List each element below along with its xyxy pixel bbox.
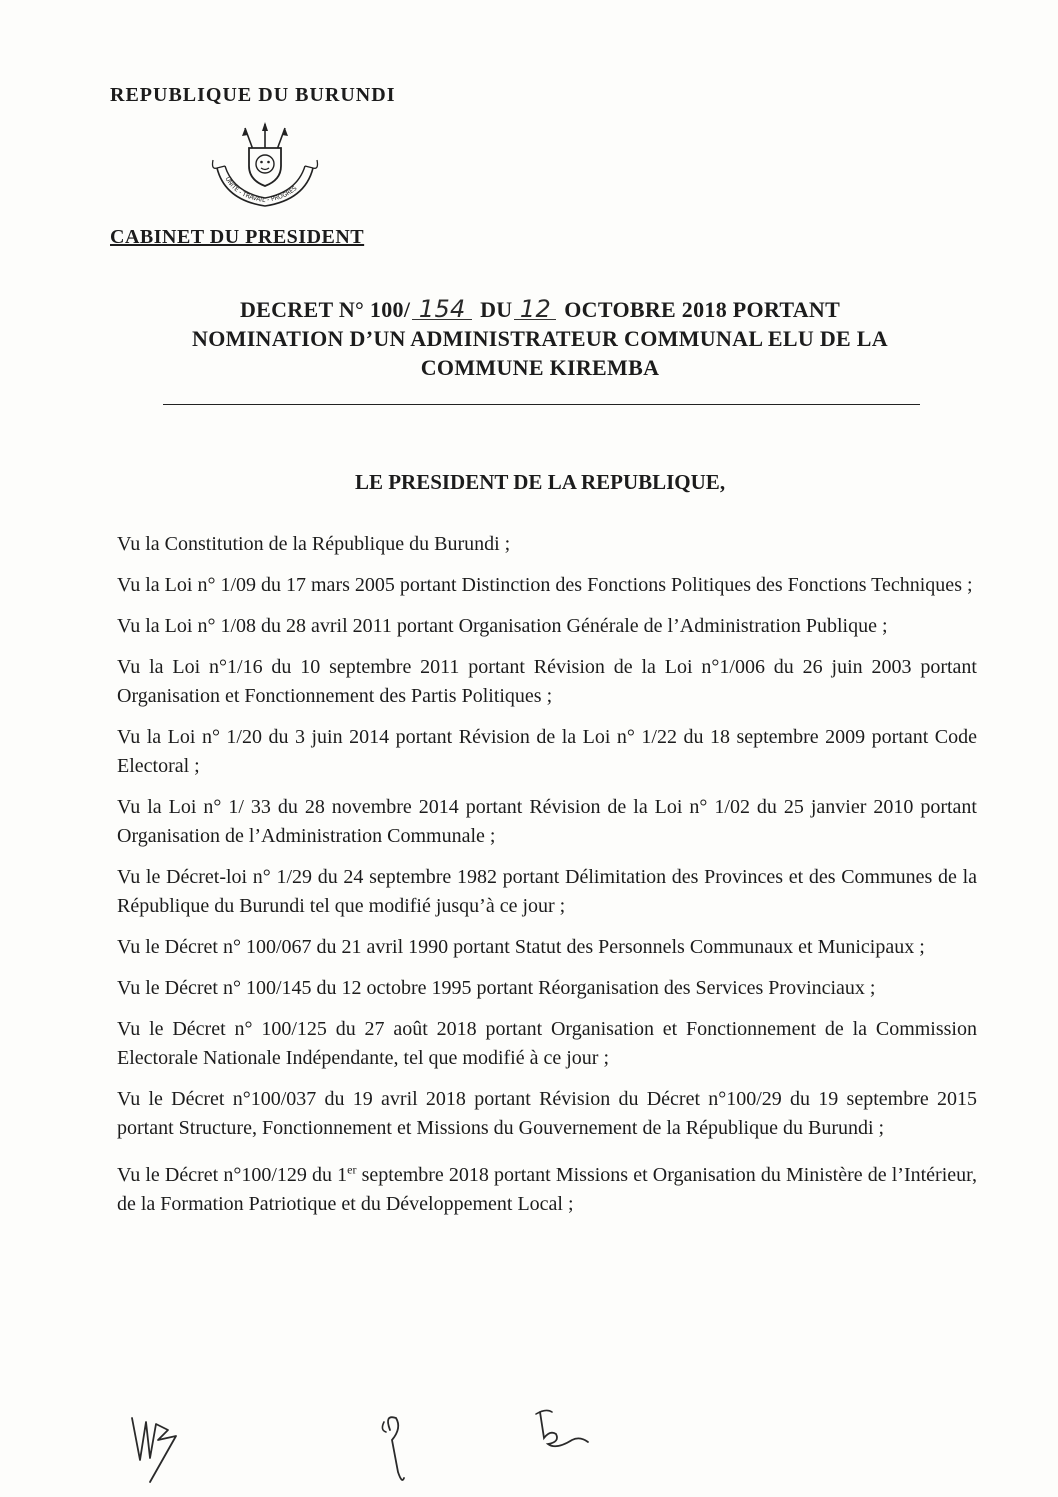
consideration-item: Vu le Décret-loi n° 1/29 du 24 septembre 1982 portant Délimitation des Provinces et des Communes de la République du Burundi tel que modifié jusqu’à ce jour ; (117, 866, 977, 917)
considerations-list (117, 530, 977, 1219)
consideration-item: Vu la Constitution de la République du Burundi ; (117, 533, 511, 555)
decree-title-line-3: COMMUNE KIREMBA (420, 355, 660, 380)
consideration-item: Vu le Décret n° 100/125 du 27 août 2018 portant Organisation et Fonctionnement de la Commission Electorale Nationale Indépendante, tel que modifié à ce jour ; (117, 1018, 977, 1069)
consideration-item: Vu le Décret n° 100/145 du 12 octobre 1995 portant Réorganisation des Services Provinciaux ; (117, 977, 876, 999)
consideration-item: Vu la Loi n° 1/ 33 du 28 novembre 2014 portant Révision de la Loi n° 1/02 du 25 janvier 2010 portant Organisation de l’Administration Communale ; (117, 796, 977, 847)
cabinet-header: CABINET DU PRESIDENT (110, 226, 365, 248)
decree-title (120, 295, 960, 382)
decree-du: DU (480, 297, 513, 322)
emblem-motto: UNITE - TRAVAIL - PROGRES (223, 175, 299, 205)
consideration-item: Vu le Décret n° 100/067 du 21 avril 1990 portant Statut des Personnels Communaux et Municipaux ; (117, 936, 925, 958)
consideration-item: Vu la Loi n° 1/08 du 28 avril 2011 portant Organisation Générale de l’Administration Publique ; (117, 615, 888, 637)
president-heading: LE PRESIDENT DE LA REPUBLIQUE, (354, 470, 726, 494)
handwritten-initials (0, 1400, 1058, 1497)
consideration-text: Vu le Décret n°100/129 du 1 (117, 1164, 348, 1186)
coat-of-arms-emblem (205, 120, 325, 220)
consideration-item: Vu la Loi n°1/16 du 10 septembre 2011 portant Révision de la Loi n°1/006 du 26 juin 2003 portant Organisation et Fonctionnement des Partis Politiques ; (117, 656, 977, 707)
decree-day-handwritten: 12 (514, 299, 556, 320)
decree-number-handwritten: 154 (412, 299, 472, 320)
consideration-item: Vu la Loi n° 1/09 du 17 mars 2005 portant Distinction des Fonctions Politiques des Fonctions Techniques ; (117, 574, 973, 596)
decree-date-rest: OCTOBRE 2018 PORTANT (564, 297, 841, 322)
ordinal-suffix: er (347, 1162, 357, 1177)
decree-title-line-2: NOMINATION D’UN ADMINISTRATEUR COMMUNAL ELU DE LA (192, 326, 888, 351)
title-divider (163, 404, 920, 405)
decree-title-line-1 (120, 295, 960, 324)
consideration-item (117, 1161, 977, 1219)
decree-prefix: DECRET N° 100/ (239, 297, 411, 322)
consideration-item: Vu le Décret n°100/037 du 19 avril 2018 portant Révision du Décret n°100/29 du 19 septembre 2015 portant Structure, Fonctionnement et Missions du Gouvernement de la République du Burundi ; (117, 1088, 977, 1139)
republic-header: REPUBLIQUE DU BURUNDI (110, 84, 396, 106)
consideration-item: Vu la Loi n° 1/20 du 3 juin 2014 portant Révision de la Loi n° 1/22 du 18 septembre 2009 portant Code Electoral ; (117, 726, 977, 777)
consideration-text: septembre 2018 portant Missions et Organisation du Ministère de l’Intérieur, de la Formation Patriotique et du Développement Local ; (117, 1164, 977, 1215)
